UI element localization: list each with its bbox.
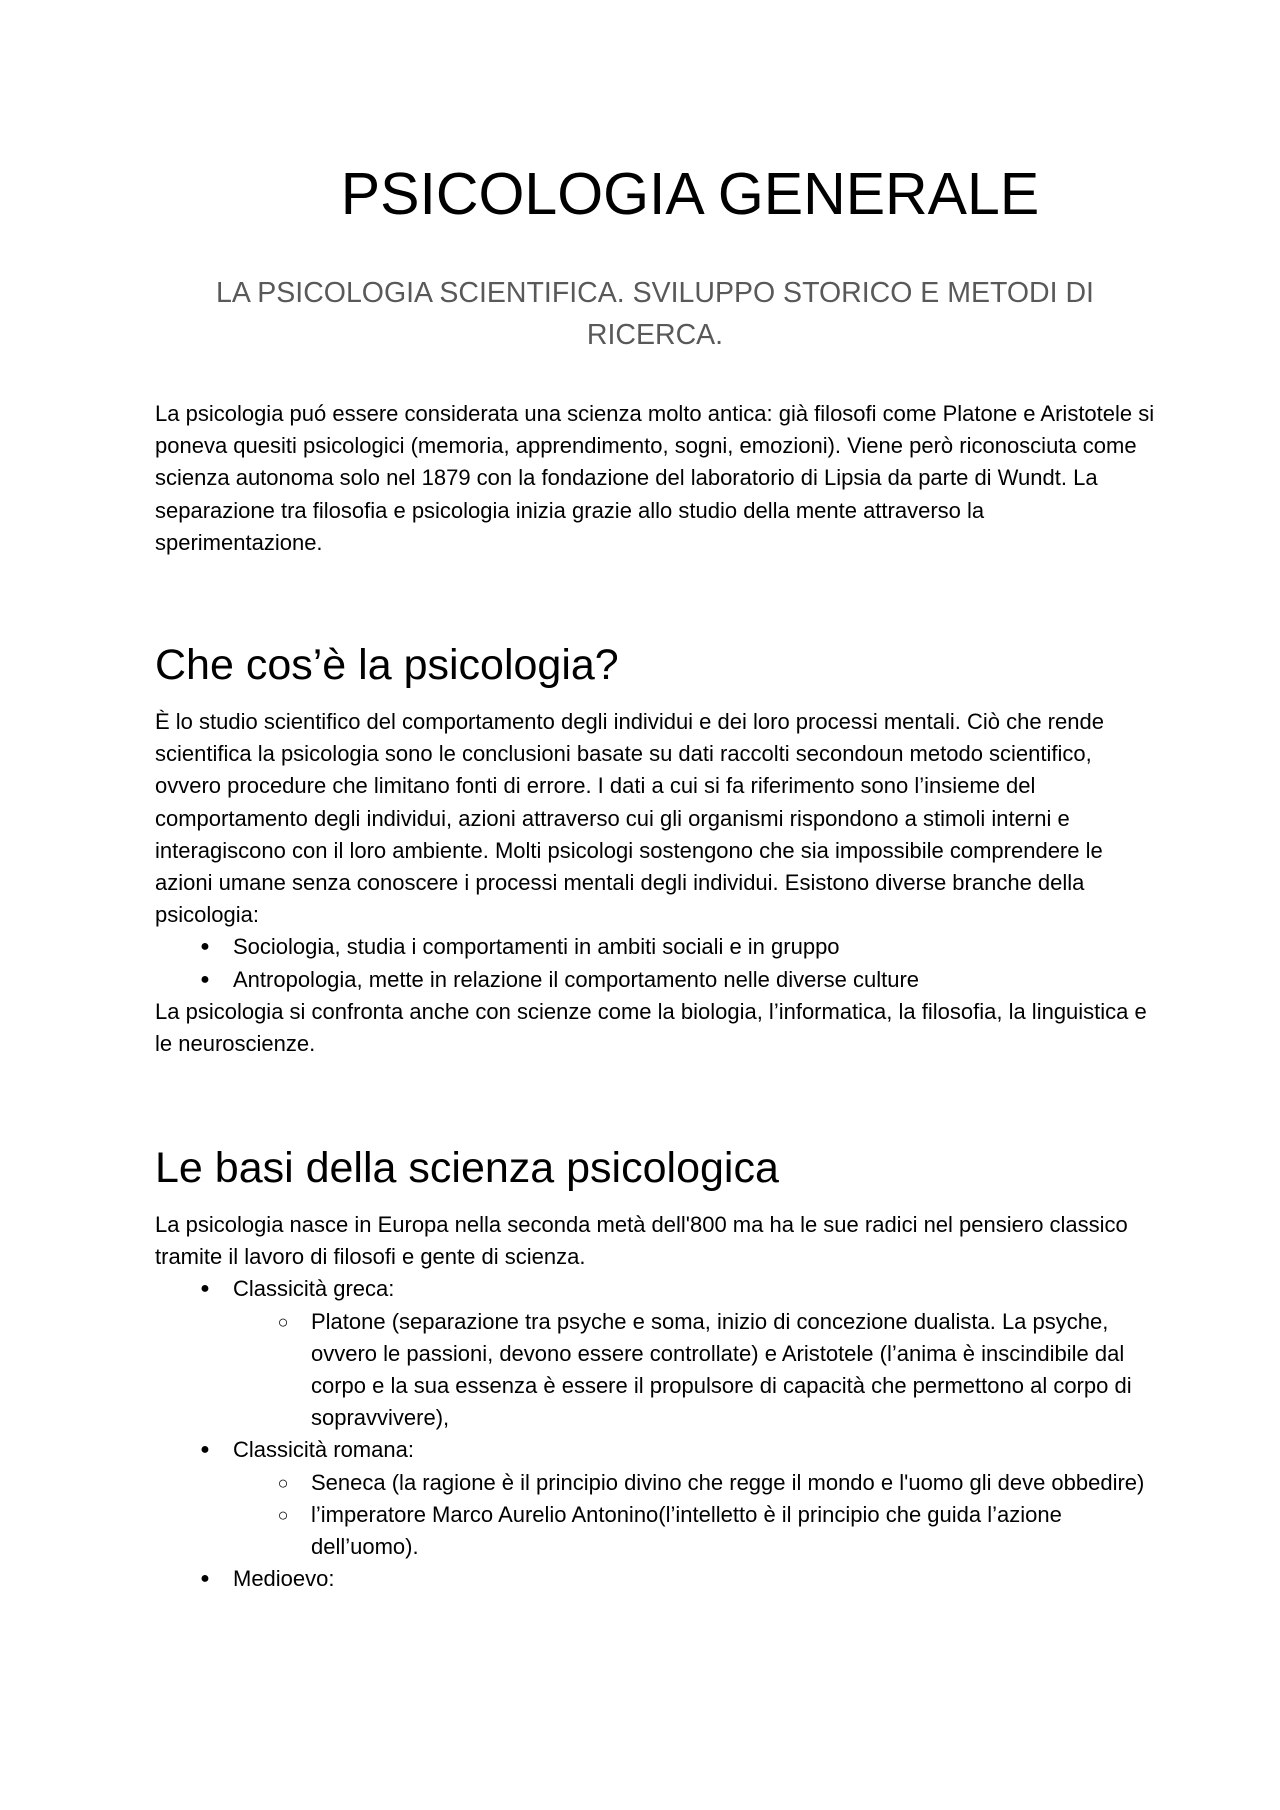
sublist (233, 1306, 1155, 1435)
list-item (155, 1273, 1155, 1305)
sublist (233, 1467, 1155, 1564)
section-foundations (155, 1209, 1155, 1595)
list-item-text: Sociologia, studia i comportamenti in ambiti sociali e in gruppo (233, 934, 840, 960)
bullet-icon: ● (200, 1441, 210, 1459)
section-paragraph: La psicologia nasce in Europa nella seconda metà dell'800 ma ha le sue radici nel pensiero classico tramite il lavoro di filosofi e gente di scienza. (155, 1212, 1128, 1270)
sublist-item (233, 1306, 1155, 1435)
list-item (155, 1563, 1155, 1595)
sublist-item-text: l’imperatore Marco Aurelio Antonino(l’intelletto è il principio che guida l’azione dell’uomo). (311, 1501, 1062, 1560)
list-item-text: Classicità greca: (233, 1276, 395, 1302)
list-item-text: Medioevo: (233, 1566, 335, 1592)
section-heading-foundations: Le basi della scienza psicologica (155, 1144, 779, 1192)
eras-list (155, 1563, 1155, 1595)
eras-list (155, 1434, 1155, 1466)
bullet-icon: ● (200, 970, 210, 988)
section-closing-paragraph: La psicologia si confronta anche con scienze come la biologia, l’informatica, la filosofia, la linguistica e le neuroscienze. (155, 998, 1147, 1057)
bullet-icon: ● (200, 1280, 210, 1298)
section-heading-what-is-psychology: Che cos’è la psicologia? (155, 641, 619, 689)
intro-paragraph: La psicologia puó essere considerata una scienza molto antica: già filosofi come Platone e Aristotele si poneva quesiti psicologici (memoria, apprendimento, sogni, emozioni). Viene però riconosciuta come scienza autonoma solo nel 1879 con la fondazione del laboratorio di Lipsia da parte di Wundt. La separazione tra filosofia e psicologia inizia grazie allo studio della mente attraverso la sperimentazione. (155, 401, 1155, 555)
document-title: PSICOLOGIA GENERALE (340, 161, 1040, 227)
hollow-bullet-icon: ○ (277, 1311, 289, 1332)
section-paragraph: È lo studio scientifico del comportamento degli individui e dei loro processi mentali. Ciò che rende scientifica la psicologia sono le conclusioni basate su dati raccolti secondoun metodo scientifico, ovvero procedure che limitano fonti di errore. I dati a cui si fa riferimento sono l’insieme del comportamento degli individui, azioni attraverso cui gli organismi rispondono a stimoli interni e interagiscono con il loro ambiente. Molti psicologi sostengono che sia impossibile comprendere le azioni umane senza conoscere i processi mentali degli individui. Esistono diverse branche della psicologia: (155, 709, 1104, 928)
sublist-item (233, 1499, 1155, 1563)
hollow-bullet-icon: ○ (277, 1472, 289, 1493)
bullet-icon: ● (200, 1570, 210, 1588)
sublist-item-text: Platone (separazione tra psyche e soma, inizio di concezione dualista. La psyche, ovvero le passioni, devono essere controllate) e Aristotele (l’anima è inscindibile dal corpo e la sua essenza è essere il propulsore di capacità che permettono al corpo di sopravvivere), (311, 1308, 1132, 1431)
branches-list (155, 931, 1155, 995)
document-subtitle: LA PSICOLOGIA SCIENTIFICA. SVILUPPO STORICO E METODI DI RICERCA. (216, 277, 1094, 351)
list-item (155, 931, 1155, 963)
bullet-icon: ● (200, 938, 210, 956)
eras-list (155, 1273, 1155, 1305)
sublist-item-text: Seneca (la ragione è il principio divino che regge il mondo e l'uomo gli deve obbedire) (311, 1469, 1145, 1495)
section-what-is-psychology (155, 706, 1155, 1060)
sublist-item (233, 1467, 1155, 1499)
list-item-text: Classicità romana: (233, 1437, 414, 1463)
list-item (155, 964, 1155, 996)
hollow-bullet-icon: ○ (277, 1504, 289, 1525)
list-item-text: Antropologia, mette in relazione il comportamento nelle diverse culture (233, 966, 920, 992)
list-item (155, 1434, 1155, 1466)
